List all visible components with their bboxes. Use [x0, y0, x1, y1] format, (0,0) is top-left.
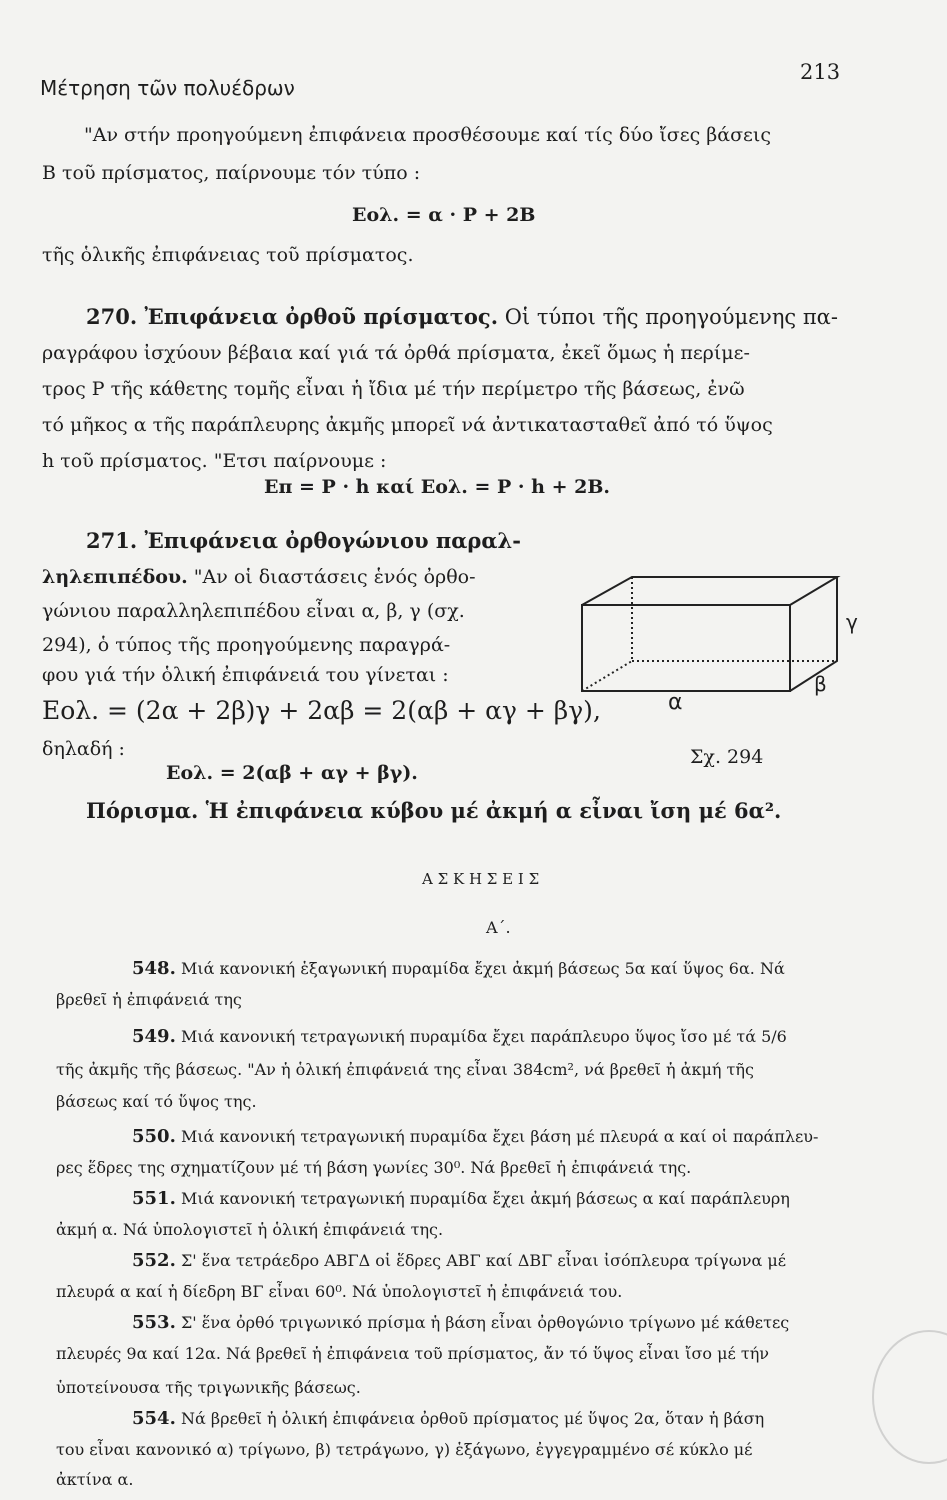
text-line: δηλαδή : — [42, 738, 125, 760]
label-beta: β — [814, 672, 827, 696]
exercise-text: Μιά κανονική τετραγωνική πυραμίδα ἔχει ἀκμή βάσεως α καί παράπλευρη — [180, 1189, 790, 1208]
exercises-title: Α Σ Κ Η Σ Ε Ι Σ — [422, 870, 540, 888]
exercise-number: 551. — [132, 1188, 176, 1209]
exercise-number: 552. — [132, 1250, 176, 1271]
page-number: 213 — [800, 60, 841, 84]
exercise-text: Σ' ἕνα τετράεδρο ΑΒΓΔ οἱ ἕδρες ΑΒΓ καί ΔΒΓ εἶναι ἰσόπλευρα τρίγωνα μέ — [180, 1251, 787, 1270]
exercise-text: ὑποτείνουσα τῆς τριγωνικῆς βάσεως. — [56, 1378, 361, 1397]
box-figure — [575, 565, 875, 725]
exercise-text: Μιά κανονική τετραγωνική πυραμίδα ἔχει βάση μέ πλευρά α καί οἱ παράπλευ- — [180, 1127, 819, 1146]
text-line: τό μῆκος α τῆς παράπλευρης ἀκμῆς μπορεῖ νά ἀντικατασταθεῖ ἀπό τό ὕψος — [42, 414, 773, 436]
exercise-number: 550. — [132, 1126, 176, 1147]
top-face — [582, 577, 837, 605]
exercise-text: πλευρές 9α καί 12α. Νά βρεθεῖ ἡ ἐπιφάνεια τοῦ πρίσματος, ἄν τό ὕψος εἶναι ἴσο μέ τήν — [56, 1344, 770, 1363]
exercise-number: 549. — [132, 1026, 176, 1047]
exercise-text: βρεθεῖ ἡ ἐπιφάνειά της — [56, 990, 242, 1009]
text-line: Β τοῦ πρίσματος, παίρνουμε τόν τύπο : — [42, 162, 421, 184]
exercise-line — [132, 1408, 764, 1429]
exercise-line — [56, 1282, 622, 1301]
exercise-number: 553. — [132, 1312, 176, 1333]
exercise-line — [56, 1470, 133, 1489]
exercise-text: Μιά κανονική ἑξαγωνική πυραμίδα ἔχει ἀκμή βάσεως 5α καί ὕψος 6α. Νά — [180, 959, 785, 978]
exercise-line — [132, 1250, 786, 1271]
formula: Eολ. = (2α + 2β)γ + 2αβ = 2(αβ + αγ + βγ), — [42, 696, 601, 725]
exercise-text: ρες ἕδρες της σχηματίζουν μέ τή βάση γωνίες 30⁰. Νά βρεθεῖ ἡ ἐπιφάνειά της. — [56, 1158, 692, 1177]
corollary-label: Πόρισμα. — [86, 798, 199, 823]
exercise-line — [56, 1440, 752, 1459]
exercise-text: τῆς ἀκμῆς τῆς βάσεως. "Αν ἡ ὁλική ἐπιφάνειά της εἶναι 384cm², νά βρεθεῖ ἡ ἀκμή τῆς — [56, 1060, 754, 1079]
corollary-text: Ἡ ἐπιφάνεια κύβου μέ ἀκμή α εἶναι ἴση μέ 6α². — [205, 798, 782, 823]
exercise-line — [56, 1092, 257, 1111]
corollary — [86, 798, 781, 823]
exercise-text: Σ' ἕνα ὀρθό τριγωνικό πρίσμα ἡ βάση εἶναι ὀρθογώνιο τρίγωνο μέ κάθετες — [180, 1313, 790, 1332]
label-gamma: γ — [846, 610, 858, 634]
text-line: ραγράφου ἰσχύουν βέβαια καί γιά τά ὀρθά πρίσματα, ἐκεῖ ὅμως ἡ περίμε- — [42, 342, 750, 364]
exercise-line — [132, 1026, 787, 1047]
formula: Eολ. = 2(αβ + αγ + βγ). — [166, 762, 418, 784]
hidden-edge — [582, 661, 632, 691]
exercise-text: Νά βρεθεῖ ἡ ὁλική ἐπιφάνεια ὀρθοῦ πρίσματος μέ ὕψος 2α, ὅταν ἡ βάση — [180, 1409, 765, 1428]
exercise-line — [56, 1158, 691, 1177]
exercise-line — [56, 1378, 361, 1397]
text-line: h τοῦ πρίσματος. "Ετσι παίρνουμε : — [42, 450, 387, 472]
exercise-text: ἀκμή α. Νά ὑπολογιστεῖ ἡ ὁλική ἐπιφάνειά της. — [56, 1220, 444, 1239]
text-line: γώνιου παραλληλεπιπέδου εἶναι α, β, γ (σχ. — [42, 600, 465, 622]
exercise-line — [132, 958, 785, 979]
exercise-line — [132, 1312, 789, 1333]
exercise-text: Μιά κανονική τετραγωνική πυραμίδα ἔχει παράπλευρο ὕψος ἴσο μέ τά 5/6 — [180, 1027, 787, 1046]
section-271-line — [42, 566, 476, 588]
text-line: 294), ὁ τύπος τῆς προηγούμενης παραγρά- — [42, 634, 451, 656]
figure-caption: Σχ. 294 — [690, 746, 764, 768]
exercise-text: βάσεως καί τό ὕψος της. — [56, 1092, 257, 1111]
exercise-group: Α΄. — [486, 918, 511, 937]
exercise-number: 554. — [132, 1408, 176, 1429]
formula: Eπ = P · h καί Eολ. = P · h + 2B. — [264, 476, 610, 498]
exercise-line — [132, 1188, 790, 1209]
exercise-number: 548. — [132, 958, 176, 979]
text-line: Οἱ τύποι τῆς προηγούμενης πα- — [504, 305, 838, 329]
label-alpha: α — [668, 690, 683, 715]
exercise-text: ἀκτίνα α. — [56, 1470, 134, 1489]
exercise-text: πλευρά α καί ἡ δίεδρη ΒΓ εἶναι 60⁰. Νά ὑπολογιστεῖ ἡ ἐπιφάνειά του. — [56, 1282, 623, 1301]
section-heading: ληλεπιπέδου. — [42, 566, 188, 588]
exercise-line — [56, 1344, 769, 1363]
text-line: φου γιά τήν ὁλική ἐπιφάνειά του γίνεται : — [42, 664, 449, 686]
formula: Eολ. = α · P + 2B — [352, 204, 536, 226]
section-270 — [86, 304, 838, 329]
running-title: Μέτρηση τῶν πολυέδρων — [40, 76, 295, 100]
exercise-text: του εἶναι κανονικό α) τρίγωνο, β) τετράγωνο, γ) ἑξάγωνο, ἐγγεγραμμένο σέ κύκλο μέ — [56, 1440, 753, 1459]
text-line: "Αν οἱ διαστάσεις ἑνός ὀρθο- — [193, 566, 476, 588]
exercise-line — [56, 1220, 443, 1239]
library-stamp — [872, 1330, 947, 1464]
exercise-line — [56, 990, 242, 1009]
front-face — [582, 605, 790, 691]
section-heading: 270. Ἐπιφάνεια ὀρθοῦ πρίσματος. — [86, 304, 499, 329]
exercise-line — [56, 1060, 754, 1079]
section-heading: 271. Ἐπιφάνεια ὀρθογώνιου παραλ- — [86, 528, 521, 553]
exercise-line — [132, 1126, 818, 1147]
text-line: τῆς ὁλικῆς ἐπιφάνειας τοῦ πρίσματος. — [42, 244, 414, 266]
text-line: "Αν στήν προηγούμενη ἐπιφάνεια προσθέσουμε καί τίς δύο ἴσες βάσεις — [84, 124, 771, 146]
text-line: τρος P τῆς κάθετης τομῆς εἶναι ἡ ἴδια μέ τήν περίμετρο τῆς βάσεως, ἐνῶ — [42, 378, 745, 400]
